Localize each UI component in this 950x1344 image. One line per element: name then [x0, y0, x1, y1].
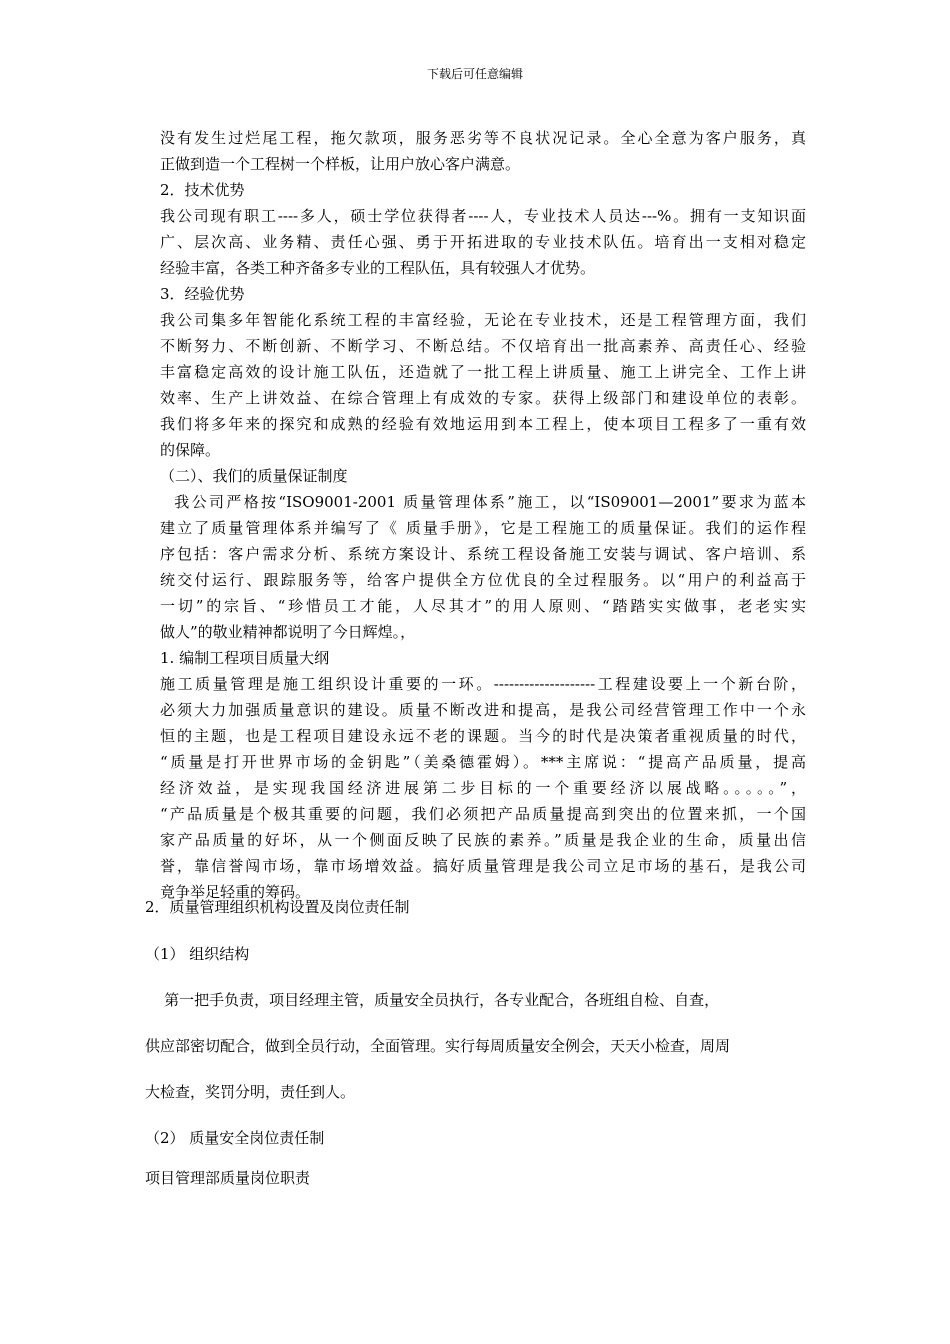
paragraph-line: 做人”的敬业精神都说明了今日辉煌。，: [160, 623, 416, 641]
paragraph-line: 序包括：客户需求分析、系统方案设计、系统工程设备施工安装与调试、客户培训、系: [160, 545, 806, 563]
paragraph-line: 正做到造一个工程树一个样板，让用户放心客户满意。: [160, 155, 521, 173]
paragraph-line: 我公司严格按“ISO9001-2001 质量管理体系”施工，以“IS09001—2001”要求为蓝本: [160, 493, 806, 511]
paragraph-line: 项目管理部质量岗位职责: [145, 1169, 311, 1187]
paragraph-line: 建立了质量管理体系并编写了《 质量手册》，它是工程施工的质量保证。我们的运作程: [160, 519, 806, 537]
paragraph-line: 经济效益，是实现我国经济进展第二步目标的一个重要经济以展战略。。。。。”，: [160, 779, 806, 797]
paragraph-line: 恒的主题，也是工程项目建设永远不老的课题。当今的时代是决策者重视质量的时代，: [160, 727, 806, 745]
paragraph-line: 统交付运行、跟踪服务等，给客户提供全方位优良的全过程服务。以“用户的利益高于: [160, 571, 806, 589]
paragraph-line: 经验丰富，各类工种齐备多专业的工程队伍，具有较强人才优势。: [160, 259, 596, 277]
paragraph-line: 第一把手负责，项目经理主管，质量安全员执行，各专业配合，各班组自检、自查，: [145, 991, 720, 1009]
paragraph-line: “质量是打开世界市场的金钥匙”（美桑德霍姆）。***主席说：“提高产品质量，提高: [160, 753, 806, 771]
paragraph-line: 效率、生产上讲效益、在综合管理上有成效的专家。获得上级部门和建设单位的表彰。: [160, 389, 806, 407]
section-heading-experience: 3．经验优势: [160, 285, 245, 303]
page-header-note: 下载后可任意编辑: [426, 67, 523, 81]
paragraph-line: “产品质量是个极其重要的问题，我们必须把产品质量提高到突出的位置来抓，一个国: [160, 805, 806, 823]
paragraph-line: 供应部密切配合，做到全员行动，全面管理。实行每周质量安全例会，天天小检查，周周: [145, 1037, 731, 1055]
paragraph-line: 施工质量管理是施工组织设计重要的一环。--------------------工程建设要上一个新台阶，: [160, 675, 806, 693]
paragraph-line: 的保障。: [160, 441, 221, 459]
paragraph-line: 我公司集多年智能化系统工程的丰富经验，无论在专业技术，还是工程管理方面，我们: [160, 311, 806, 329]
paragraph-line: 家产品质量的好坏，从一个侧面反映了民族的素养。”质量是我企业的生命，质量出信: [160, 831, 806, 849]
section-heading-outline: 1. 编制工程项目质量大纲: [160, 649, 330, 667]
section-heading-quality-system: （二）、我们的质量保证制度: [160, 467, 348, 485]
paragraph-line: 誉，靠信誉闯市场，靠市场增效益。搞好质量管理是我公司立足市场的基石，是我公司: [160, 857, 806, 875]
paragraph-line: 必须大力加强质量意识的建设。质量不断改进和提高，是我公司经营管理工作中一个永: [160, 701, 806, 719]
paragraph-line: 一切”的宗旨、“珍惜员工才能，人尽其才”的用人原则、“踏踏实实做事，老老实实: [160, 597, 806, 615]
body-text-dense: [160, 125, 806, 905]
paragraph-line: 我公司现有职工----多人，硕士学位获得者----人，专业技术人员达---%。拥有一支知识面: [160, 207, 806, 225]
section-heading-tech: 2．技术优势: [160, 181, 245, 199]
section-heading-organization: 2．质量管理组织机构设置及岗位责任制: [145, 898, 410, 916]
paragraph-line: 没有发生过烂尾工程，拖欠款项，服务恶劣等不良状况记录。全心全意为客户服务，真: [160, 129, 806, 147]
paragraph-line: 广、层次高、业务精、责任心强、勇于开拓进取的专业技术队伍。培育出一支相对稳定: [160, 233, 806, 251]
subheading-org-structure: （1） 组织结构: [145, 945, 250, 963]
paragraph-line: 我们将多年来的探究和成熟的经验有效地运用到本工程上，使本项目工程多了一重有效: [160, 415, 806, 433]
paragraph-line: 不断努力、不断创新、不断学习、不断总结。不仅培育出一批高素养、高责任心、经验: [160, 337, 806, 355]
subheading-safety-duty: （2） 质量安全岗位责任制: [145, 1129, 325, 1147]
paragraph-line: 竟争举足轻重的筹码。: [160, 883, 311, 901]
paragraph-line: 丰富稳定高效的设计施工队伍，还造就了一批工程上讲质量、施工上讲完全、工作上讲: [160, 363, 806, 381]
paragraph-line: 大检查，奖罚分明，责任到人。: [145, 1083, 356, 1101]
